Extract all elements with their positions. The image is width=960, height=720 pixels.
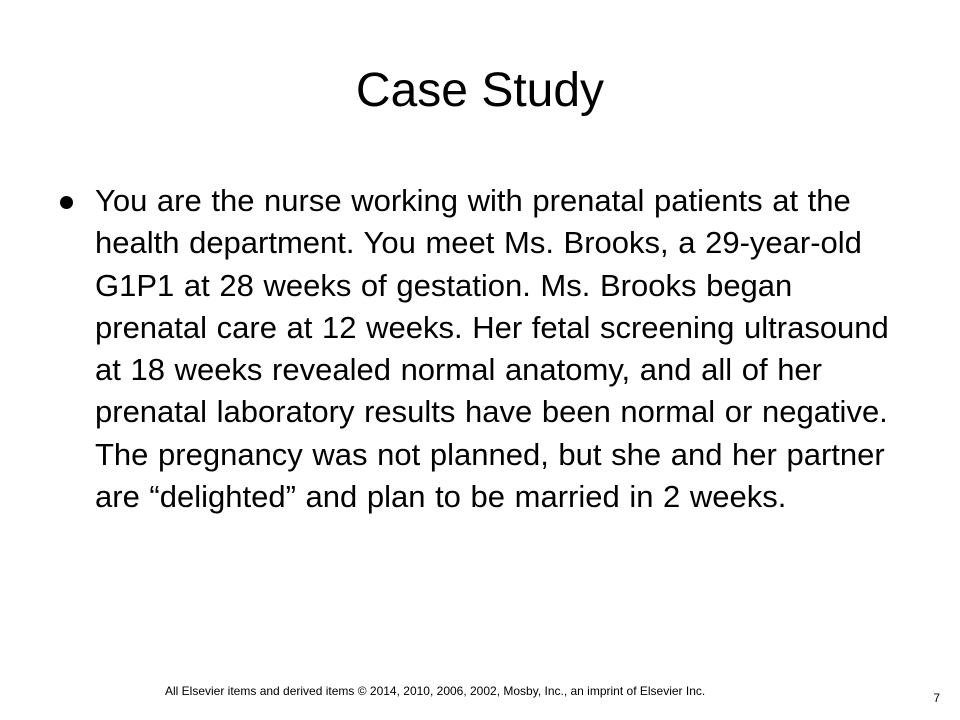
copyright-footer: All Elsevier items and derived items © 2014, 2010, 2006, 2002, Mosby, Inc., an imprint of Elsevier Inc. [165,684,706,698]
page-number: 7 [933,691,940,705]
bullet-dot-icon [60,196,73,209]
slide-title: Case Study [355,64,605,117]
bullet-text: You are the nurse working with prenatal patients at the health department. You meet Ms. Brooks, a 29-year-old G1P1 at 28 weeks of gestation. Ms. Brooks began prenatal care at 12 weeks. Her fetal screening ultrasound at 18 weeks revealed normal anatomy, and all of her prenatal laboratory results have been normal or negative. The pregnancy was not planned, but she and her partner are “delighted” and plan to be married in 2 weeks. [95,183,889,515]
